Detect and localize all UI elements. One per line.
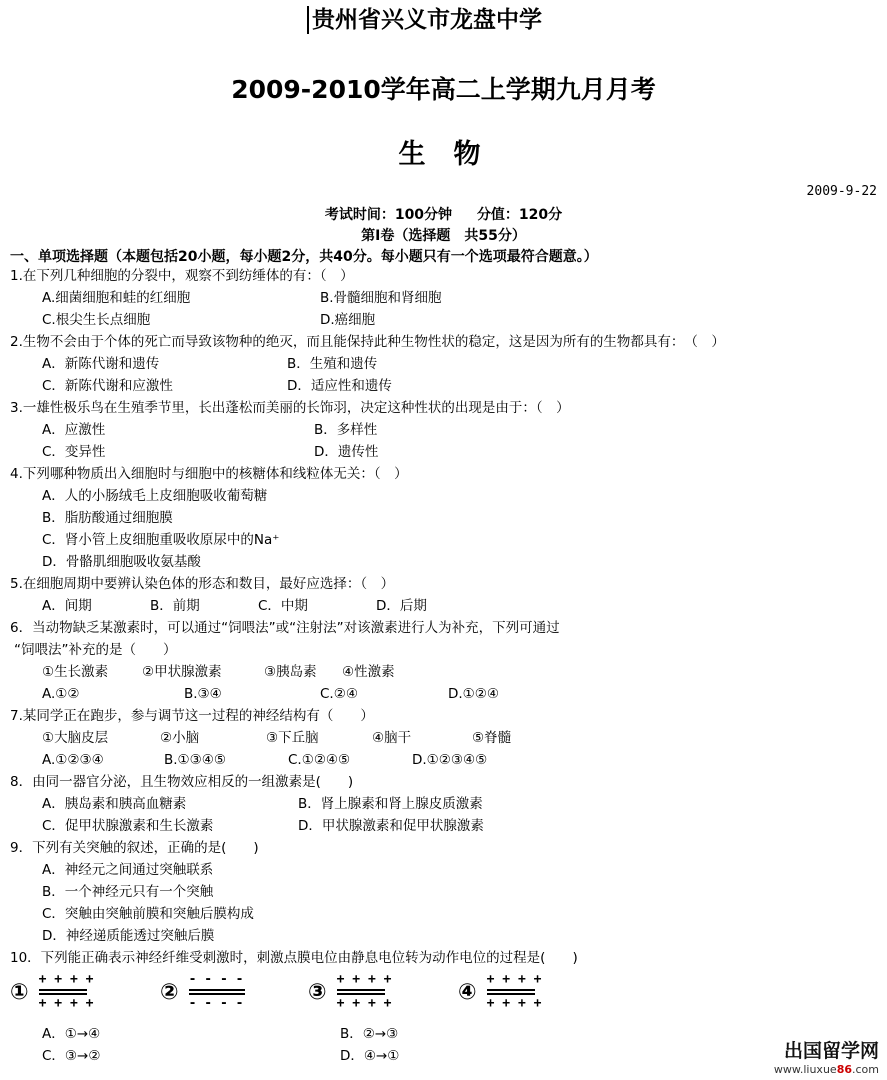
q3-option-c: C．变异性: [42, 444, 106, 460]
section-heading: 一、单项选择题（本题包括20小题，每小题2分，共40分。每小题只有一个选项最符合题意。）: [10, 249, 598, 265]
watermark-url-num: 86: [836, 1063, 852, 1076]
q10-figure-3: [308, 973, 391, 1011]
q10-figure-1: [10, 973, 93, 1011]
watermark-url-suffix: .com: [852, 1063, 879, 1076]
q2-options-ab: [10, 353, 880, 375]
q5-option-a: A．间期: [42, 598, 92, 614]
membrane-top-charges: + + + +: [38, 972, 94, 987]
q4-option-a: A．人的小肠绒毛上皮细胞吸收葡萄糖: [42, 488, 268, 504]
q8-option-b: B．肾上腺素和肾上腺皮质激素: [298, 796, 483, 812]
q10-options-ab: [10, 1023, 880, 1045]
q10-stem: 10．下列能正确表示神经纤维受刺激时，刺激点膜电位由静息电位转为动作电位的过程是( ): [10, 950, 578, 966]
q2-option-a: A．新陈代谢和遗传: [42, 356, 160, 372]
q7-item-4: ④脑干: [372, 730, 412, 746]
exam-date: 2009-9-22: [806, 184, 877, 199]
membrane-line: [487, 993, 535, 995]
membrane-bottom-charges: + + + +: [336, 996, 392, 1011]
q3-option-a: A．应激性: [42, 422, 106, 438]
figure-number: ③: [308, 979, 327, 1005]
q6-option-a: A.①②: [42, 686, 80, 702]
q3-stem: 3.一雄性极乐鸟在生殖季节里，长出蓬松而美丽的长饰羽，决定这种性状的出现是由于：（ ）: [10, 400, 570, 416]
q5-stem: 5.在细胞周期中要辨认染色体的形态和数目，最好应选择：（ ）: [10, 576, 395, 592]
q1-option-c: C.根尖生长点细胞: [42, 312, 151, 328]
q7-option-b: B.①③④⑤: [164, 752, 226, 768]
q7-items: [10, 727, 880, 749]
exam-title: 2009-2010学年高二上学期九月月考: [231, 75, 656, 104]
q8-option-a: A．胰岛素和胰高血糖素: [42, 796, 187, 812]
membrane-top-charges: + + + +: [486, 972, 542, 987]
figure-number: ②: [160, 979, 179, 1005]
membrane-line: [39, 993, 87, 995]
volume-title: 第Ⅰ卷（选择题 共55分）: [361, 228, 526, 244]
membrane-line: [189, 989, 245, 991]
q6-item-2: ②甲状腺激素: [142, 664, 222, 680]
q3-options-ab: [10, 419, 880, 441]
question-list: [10, 265, 880, 1067]
q10-figure-4: [458, 973, 541, 1011]
q5-option-d: D．后期: [376, 598, 427, 614]
q1-options-cd: [10, 309, 880, 331]
q1-option-d: D.癌细胞: [320, 312, 376, 328]
q3-options-cd: [10, 441, 880, 463]
q10-figure-2: [160, 973, 245, 1011]
exam-meta: [0, 204, 887, 224]
q9-option-b: B．一个神经元只有一个突触: [42, 884, 214, 900]
q10-option-d: D．④→①: [340, 1048, 400, 1064]
q9-option-d: D．神经递质能透过突触后膜: [42, 928, 215, 944]
q8-stem: 8．由同一器官分泌，且生物效应相反的一组激素是( ): [10, 774, 354, 790]
q6-option-b: B.③④: [184, 686, 222, 702]
membrane-bottom-charges: + + + +: [486, 996, 542, 1011]
membrane-bottom-charges: + + + +: [38, 996, 94, 1011]
q8-option-c: C．促甲状腺激素和生长激素: [42, 818, 214, 834]
school-name: 贵州省兴义市龙盘中学: [307, 6, 542, 34]
membrane-line: [39, 989, 87, 991]
q1-options-ab: [10, 287, 880, 309]
q7-item-1: ①大脑皮层: [42, 730, 109, 746]
q8-options-ab: [10, 793, 880, 815]
q6-stem-line1: 6．当动物缺乏某激素时，可以通过“饲喂法”或“注射法”对该激素进行人为补充，下列可通过: [10, 620, 560, 636]
subject-title: 生物: [398, 139, 509, 170]
q10-figures: [10, 969, 880, 1023]
q4-stem: 4.下列哪种物质出入细胞时与细胞中的核糖体和线粒体无关：（ ）: [10, 466, 408, 482]
q4-option-c: C．肾小管上皮细胞重吸收原尿中的Na⁺: [42, 532, 280, 548]
q7-stem: 7.某同学正在跑步，参与调节这一过程的神经结构有（ ）: [10, 708, 374, 724]
q1-option-b: B.骨髓细胞和肾细胞: [320, 290, 442, 306]
q7-item-3: ③下丘脑: [266, 730, 319, 746]
watermark-url-prefix: www.liuxue: [773, 1063, 837, 1076]
q2-options-cd: [10, 375, 880, 397]
q5-option-c: C．中期: [258, 598, 308, 614]
q9-option-a: A．神经元之间通过突触联系: [42, 862, 214, 878]
q6-option-c: C.②④: [320, 686, 358, 702]
q7-options: [10, 749, 880, 771]
q10-option-a: A．①→④: [42, 1026, 101, 1042]
q7-item-5: ⑤脊髓: [472, 730, 512, 746]
q10-option-b: B．②→③: [340, 1026, 399, 1042]
watermark: [774, 1036, 879, 1076]
q6-item-4: ④性激素: [342, 664, 395, 680]
figure-number: ④: [458, 979, 477, 1005]
q6-stem-line2: “饲喂法”补充的是（ ）: [14, 642, 177, 658]
exam-time: 考试时间：100分钟: [324, 207, 453, 223]
watermark-url: [774, 1063, 879, 1076]
q6-item-3: ③胰岛素: [264, 664, 317, 680]
exam-score: 分值：120分: [476, 207, 563, 223]
q6-option-d: D.①②④: [448, 686, 499, 702]
membrane-bottom-charges: - - - -: [188, 996, 244, 1011]
membrane-top-charges: - - - -: [188, 972, 244, 987]
q5-options: [10, 595, 880, 617]
membrane-line: [337, 993, 385, 995]
q1-stem: 1.在下列几种细胞的分裂中，观察不到纺缍体的有：（ ）: [10, 268, 354, 284]
membrane-diagram: [487, 973, 542, 1011]
q2-option-d: D．适应性和遗传: [287, 378, 392, 394]
q9-option-c: C．突触由突触前膜和突触后膜构成: [42, 906, 254, 922]
q7-item-2: ②小脑: [160, 730, 200, 746]
q6-item-1: ①生长激素: [42, 664, 109, 680]
q3-option-d: D．遗传性: [314, 444, 379, 460]
q8-option-d: D．甲状腺激素和促甲状腺激素: [298, 818, 484, 834]
q7-option-d: D.①②③④⑤: [412, 752, 488, 768]
watermark-title: 出国留学网: [783, 1040, 879, 1062]
q9-stem: 9．下列有关突触的叙述，正确的是( ): [10, 840, 259, 856]
q6-options: [10, 683, 880, 705]
q10-options-cd: [10, 1045, 880, 1067]
membrane-diagram: [39, 973, 94, 1011]
membrane-diagram: [189, 973, 245, 1011]
q2-option-b: B．生殖和遗传: [287, 356, 378, 372]
q7-option-a: A.①②③④: [42, 752, 104, 768]
q7-option-c: C.①②④⑤: [288, 752, 351, 768]
membrane-top-charges: + + + +: [336, 972, 392, 987]
figure-number: ①: [10, 979, 29, 1005]
q3-option-b: B．多样性: [314, 422, 378, 438]
q4-option-b: B．脂肪酸通过细胞膜: [42, 510, 173, 526]
q8-options-cd: [10, 815, 880, 837]
membrane-line: [487, 989, 535, 991]
q2-option-c: C．新陈代谢和应激性: [42, 378, 173, 394]
q10-option-c: C．③→②: [42, 1048, 101, 1064]
membrane-diagram: [337, 973, 392, 1011]
membrane-line: [337, 989, 385, 991]
q4-option-d: D．骨骼肌细胞吸收氨基酸: [42, 554, 201, 570]
membrane-line: [189, 993, 245, 995]
q5-option-b: B．前期: [150, 598, 200, 614]
q1-option-a: A.细菌细胞和蛙的红细胞: [42, 290, 191, 306]
q6-items: [10, 661, 880, 683]
q2-stem: 2.生物不会由于个体的死亡而导致该物种的绝灭，而且能保持此种生物性状的稳定，这是因为所有的生物都具有： （ ）: [10, 334, 725, 350]
